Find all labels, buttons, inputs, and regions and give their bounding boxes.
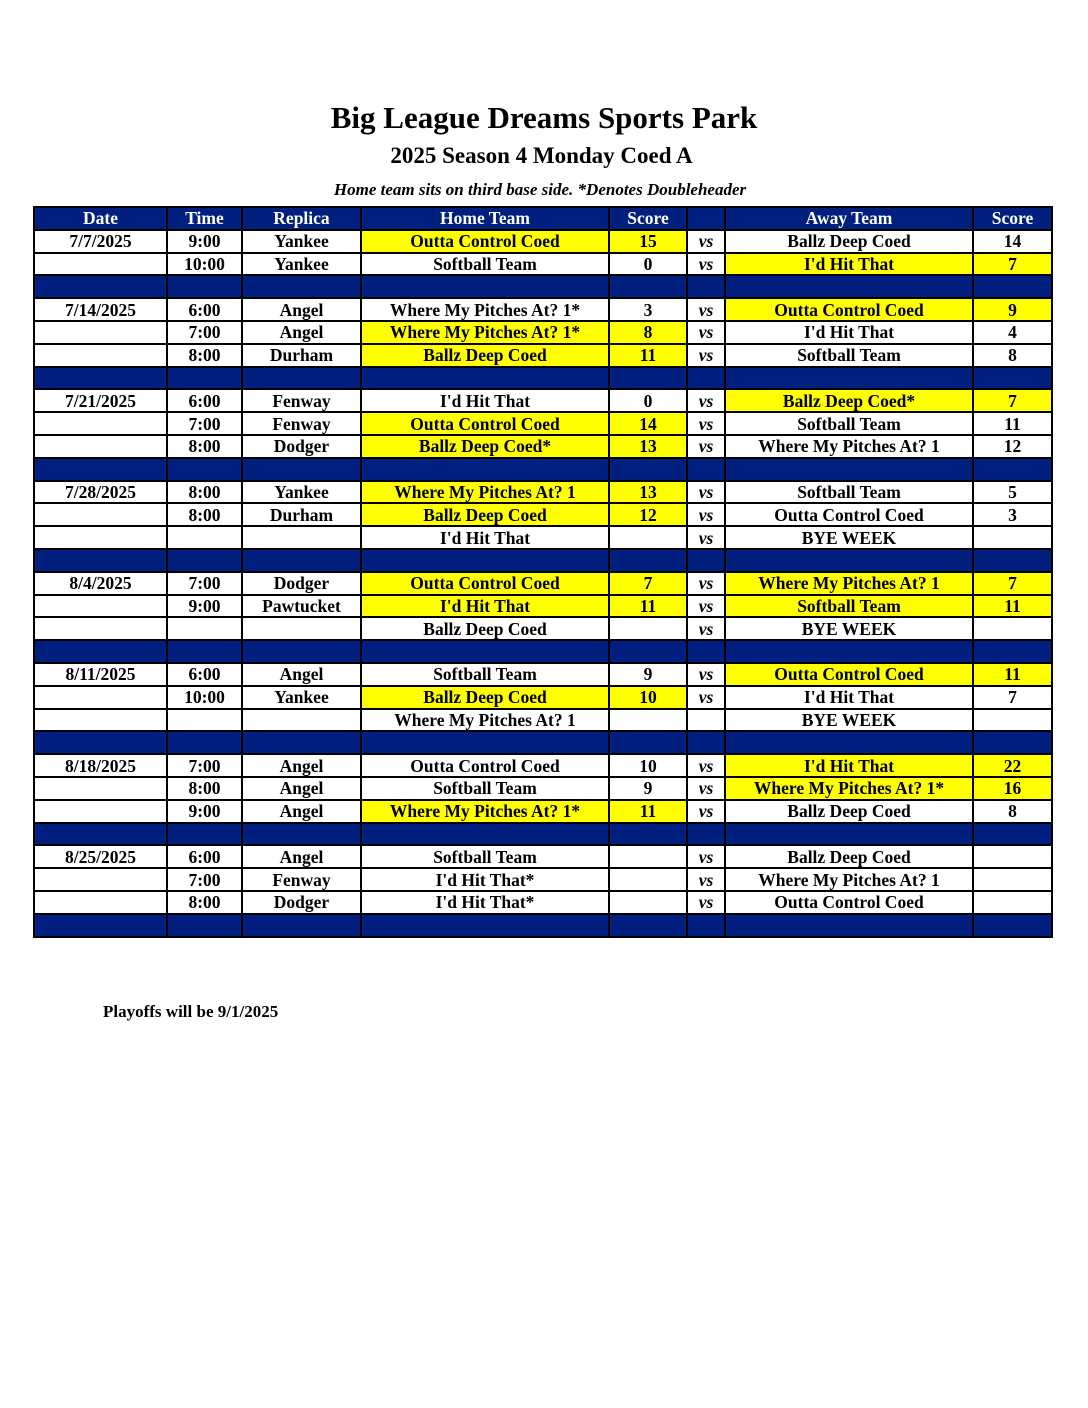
game-date: 7/14/2025	[34, 298, 167, 321]
away-team: Ballz Deep Coed	[725, 845, 973, 868]
separator-cell	[725, 549, 973, 572]
home-score: 13	[609, 481, 687, 504]
home-team: I'd Hit That*	[361, 868, 609, 891]
game-field: Pawtucket	[242, 595, 361, 618]
home-team: Softball Team	[361, 845, 609, 868]
away-score: 9	[973, 298, 1052, 321]
game-time: 8:00	[167, 435, 242, 458]
away-score: 8	[973, 800, 1052, 823]
home-score: 3	[609, 298, 687, 321]
column-header-time: Time	[167, 207, 242, 230]
schedule-body	[34, 230, 1052, 937]
game-time: 6:00	[167, 298, 242, 321]
game-time: 6:00	[167, 663, 242, 686]
separator-cell	[725, 367, 973, 390]
game-field: Angel	[242, 321, 361, 344]
game-date: 7/28/2025	[34, 481, 167, 504]
vs-label: vs	[687, 503, 725, 526]
away-team: Outta Control Coed	[725, 298, 973, 321]
game-field	[242, 617, 361, 640]
separator-cell	[34, 823, 167, 846]
vs-label: vs	[687, 253, 725, 276]
separator-cell	[973, 367, 1052, 390]
game-row	[34, 344, 1052, 367]
separator-cell	[687, 731, 725, 754]
vs-label: vs	[687, 526, 725, 549]
home-team: Ballz Deep Coed*	[361, 435, 609, 458]
game-date	[34, 891, 167, 914]
game-field: Angel	[242, 298, 361, 321]
separator-cell	[687, 823, 725, 846]
week-separator-row	[34, 458, 1052, 481]
column-header-home-score: Score	[609, 207, 687, 230]
separator-cell	[167, 275, 242, 298]
home-team: Where My Pitches At? 1	[361, 709, 609, 732]
separator-cell	[242, 640, 361, 663]
away-team: Where My Pitches At? 1	[725, 435, 973, 458]
away-team: Where My Pitches At? 1	[725, 868, 973, 891]
vs-label: vs	[687, 344, 725, 367]
game-time	[167, 617, 242, 640]
away-score: 8	[973, 344, 1052, 367]
game-time	[167, 526, 242, 549]
separator-cell	[361, 549, 609, 572]
game-date: 8/11/2025	[34, 663, 167, 686]
game-time: 7:00	[167, 868, 242, 891]
home-score	[609, 526, 687, 549]
game-field	[242, 709, 361, 732]
game-date	[34, 709, 167, 732]
home-score	[609, 709, 687, 732]
game-date	[34, 777, 167, 800]
separator-cell	[167, 823, 242, 846]
away-team: Softball Team	[725, 344, 973, 367]
game-date	[34, 321, 167, 344]
away-team: Outta Control Coed	[725, 503, 973, 526]
vs-label: vs	[687, 595, 725, 618]
game-row	[34, 800, 1052, 823]
away-team: I'd Hit That	[725, 754, 973, 777]
home-score: 14	[609, 412, 687, 435]
week-separator-row	[34, 367, 1052, 390]
away-score	[973, 617, 1052, 640]
vs-label: vs	[687, 572, 725, 595]
separator-cell	[361, 275, 609, 298]
away-team: Softball Team	[725, 595, 973, 618]
separator-cell	[242, 549, 361, 572]
away-team: Ballz Deep Coed	[725, 800, 973, 823]
column-header-vs	[687, 207, 725, 230]
away-team: I'd Hit That	[725, 253, 973, 276]
game-field: Fenway	[242, 412, 361, 435]
game-date	[34, 868, 167, 891]
vs-label	[687, 709, 725, 732]
separator-cell	[609, 914, 687, 937]
game-row	[34, 617, 1052, 640]
game-row	[34, 868, 1052, 891]
vs-label: vs	[687, 481, 725, 504]
separator-cell	[34, 367, 167, 390]
home-score: 0	[609, 253, 687, 276]
game-date: 8/25/2025	[34, 845, 167, 868]
away-score: 22	[973, 754, 1052, 777]
separator-cell	[361, 823, 609, 846]
game-row	[34, 389, 1052, 412]
home-team: Ballz Deep Coed	[361, 344, 609, 367]
home-team: Ballz Deep Coed	[361, 686, 609, 709]
separator-cell	[609, 549, 687, 572]
game-time: 8:00	[167, 344, 242, 367]
game-field: Yankee	[242, 230, 361, 253]
separator-cell	[167, 914, 242, 937]
separator-cell	[973, 914, 1052, 937]
home-score: 9	[609, 663, 687, 686]
home-team: Where My Pitches At? 1	[361, 481, 609, 504]
game-time: 9:00	[167, 230, 242, 253]
game-row	[34, 481, 1052, 504]
game-field: Angel	[242, 663, 361, 686]
away-score: 7	[973, 572, 1052, 595]
home-score: 10	[609, 686, 687, 709]
home-score: 11	[609, 800, 687, 823]
separator-cell	[687, 640, 725, 663]
game-time: 7:00	[167, 572, 242, 595]
separator-cell	[687, 367, 725, 390]
away-score: 11	[973, 663, 1052, 686]
away-score	[973, 868, 1052, 891]
home-team: Outta Control Coed	[361, 412, 609, 435]
separator-cell	[242, 914, 361, 937]
page-subtitle: 2025 Season 4 Monday Coed A	[390, 143, 693, 168]
separator-cell	[34, 640, 167, 663]
away-team: BYE WEEK	[725, 709, 973, 732]
vs-label: vs	[687, 845, 725, 868]
away-team: I'd Hit That	[725, 686, 973, 709]
home-team: Softball Team	[361, 253, 609, 276]
away-score	[973, 891, 1052, 914]
game-row	[34, 412, 1052, 435]
playoffs-note: Playoffs will be 9/1/2025	[103, 1002, 279, 1021]
vs-label: vs	[687, 868, 725, 891]
separator-cell	[725, 731, 973, 754]
home-score: 12	[609, 503, 687, 526]
separator-cell	[609, 275, 687, 298]
game-time	[167, 709, 242, 732]
away-score: 4	[973, 321, 1052, 344]
game-date	[34, 800, 167, 823]
week-separator-row	[34, 640, 1052, 663]
game-date	[34, 686, 167, 709]
separator-cell	[725, 823, 973, 846]
game-date	[34, 344, 167, 367]
separator-cell	[167, 549, 242, 572]
home-team: I'd Hit That	[361, 389, 609, 412]
away-team: Softball Team	[725, 412, 973, 435]
page-title: Big League Dreams Sports Park	[330, 100, 758, 135]
game-field: Angel	[242, 777, 361, 800]
home-score	[609, 845, 687, 868]
separator-cell	[609, 823, 687, 846]
separator-cell	[973, 640, 1052, 663]
game-time: 7:00	[167, 321, 242, 344]
away-team: Outta Control Coed	[725, 663, 973, 686]
game-field: Angel	[242, 800, 361, 823]
away-score	[973, 709, 1052, 732]
game-time: 6:00	[167, 389, 242, 412]
home-score: 7	[609, 572, 687, 595]
game-row	[34, 298, 1052, 321]
away-score	[973, 526, 1052, 549]
separator-cell	[167, 458, 242, 481]
column-header-replica: Replica	[242, 207, 361, 230]
game-date	[34, 412, 167, 435]
separator-cell	[361, 640, 609, 663]
week-separator-row	[34, 549, 1052, 572]
game-row	[34, 709, 1052, 732]
separator-cell	[725, 914, 973, 937]
separator-cell	[973, 458, 1052, 481]
separator-cell	[687, 914, 725, 937]
separator-cell	[609, 731, 687, 754]
separator-cell	[242, 458, 361, 481]
home-team: Softball Team	[361, 663, 609, 686]
home-team: Where My Pitches At? 1*	[361, 298, 609, 321]
game-field: Angel	[242, 845, 361, 868]
game-date	[34, 503, 167, 526]
game-time: 10:00	[167, 686, 242, 709]
game-date: 8/4/2025	[34, 572, 167, 595]
separator-cell	[609, 367, 687, 390]
game-date: 7/21/2025	[34, 389, 167, 412]
vs-label: vs	[687, 298, 725, 321]
away-team: Outta Control Coed	[725, 891, 973, 914]
game-date: 8/18/2025	[34, 754, 167, 777]
game-row	[34, 503, 1052, 526]
away-score	[973, 845, 1052, 868]
game-date	[34, 253, 167, 276]
game-time: 9:00	[167, 595, 242, 618]
table-header-row	[34, 207, 1052, 230]
away-score: 7	[973, 389, 1052, 412]
week-separator-row	[34, 914, 1052, 937]
column-header-home-team: Home Team	[361, 207, 609, 230]
separator-cell	[167, 731, 242, 754]
game-field	[242, 526, 361, 549]
home-score	[609, 891, 687, 914]
away-score: 7	[973, 253, 1052, 276]
separator-cell	[34, 549, 167, 572]
home-team: Outta Control Coed	[361, 572, 609, 595]
home-team: I'd Hit That*	[361, 891, 609, 914]
separator-cell	[361, 914, 609, 937]
home-score: 0	[609, 389, 687, 412]
home-team: Ballz Deep Coed	[361, 503, 609, 526]
away-team: BYE WEEK	[725, 617, 973, 640]
home-score: 15	[609, 230, 687, 253]
separator-cell	[361, 367, 609, 390]
game-time: 6:00	[167, 845, 242, 868]
vs-label: vs	[687, 412, 725, 435]
vs-label: vs	[687, 389, 725, 412]
week-separator-row	[34, 731, 1052, 754]
away-team: Where My Pitches At? 1*	[725, 777, 973, 800]
home-team: Softball Team	[361, 777, 609, 800]
vs-label: vs	[687, 891, 725, 914]
away-score: 3	[973, 503, 1052, 526]
separator-cell	[34, 458, 167, 481]
separator-cell	[687, 458, 725, 481]
separator-cell	[167, 367, 242, 390]
game-row	[34, 321, 1052, 344]
separator-cell	[242, 823, 361, 846]
week-separator-row	[34, 823, 1052, 846]
game-field: Dodger	[242, 891, 361, 914]
away-team: I'd Hit That	[725, 321, 973, 344]
game-row	[34, 595, 1052, 618]
vs-label: vs	[687, 617, 725, 640]
vs-label: vs	[687, 663, 725, 686]
game-time: 8:00	[167, 503, 242, 526]
game-time: 9:00	[167, 800, 242, 823]
separator-cell	[361, 458, 609, 481]
separator-cell	[973, 823, 1052, 846]
separator-cell	[687, 549, 725, 572]
away-score: 5	[973, 481, 1052, 504]
game-field: Durham	[242, 344, 361, 367]
away-team: Ballz Deep Coed	[725, 230, 973, 253]
schedule-note: Home team sits on third base side. *Denotes Doubleheader	[333, 180, 747, 199]
game-field: Fenway	[242, 868, 361, 891]
vs-label: vs	[687, 754, 725, 777]
separator-cell	[361, 731, 609, 754]
game-field: Yankee	[242, 253, 361, 276]
vs-label: vs	[687, 435, 725, 458]
game-row	[34, 526, 1052, 549]
away-team: Softball Team	[725, 481, 973, 504]
game-row	[34, 253, 1052, 276]
game-row	[34, 686, 1052, 709]
separator-cell	[34, 275, 167, 298]
game-date	[34, 526, 167, 549]
away-score: 14	[973, 230, 1052, 253]
away-score: 11	[973, 595, 1052, 618]
game-time: 10:00	[167, 253, 242, 276]
week-separator-row	[34, 275, 1052, 298]
home-score	[609, 617, 687, 640]
vs-label: vs	[687, 686, 725, 709]
game-time: 7:00	[167, 412, 242, 435]
away-team: Ballz Deep Coed*	[725, 389, 973, 412]
separator-cell	[609, 640, 687, 663]
separator-cell	[34, 731, 167, 754]
home-score: 9	[609, 777, 687, 800]
game-field: Yankee	[242, 481, 361, 504]
away-score: 16	[973, 777, 1052, 800]
home-score: 13	[609, 435, 687, 458]
home-score: 10	[609, 754, 687, 777]
game-field: Angel	[242, 754, 361, 777]
column-header-away-score: Score	[973, 207, 1052, 230]
away-score: 11	[973, 412, 1052, 435]
separator-cell	[242, 731, 361, 754]
away-score: 7	[973, 686, 1052, 709]
home-score: 11	[609, 344, 687, 367]
home-team: Outta Control Coed	[361, 754, 609, 777]
separator-cell	[34, 914, 167, 937]
game-time: 8:00	[167, 481, 242, 504]
column-header-away-team: Away Team	[725, 207, 973, 230]
home-team: Where My Pitches At? 1*	[361, 800, 609, 823]
home-team: Outta Control Coed	[361, 230, 609, 253]
game-time: 7:00	[167, 754, 242, 777]
home-team: I'd Hit That	[361, 595, 609, 618]
game-field: Dodger	[242, 572, 361, 595]
game-row	[34, 663, 1052, 686]
vs-label: vs	[687, 777, 725, 800]
vs-label: vs	[687, 321, 725, 344]
game-row	[34, 891, 1052, 914]
game-row	[34, 754, 1052, 777]
home-score: 11	[609, 595, 687, 618]
home-team: I'd Hit That	[361, 526, 609, 549]
game-date	[34, 595, 167, 618]
separator-cell	[725, 458, 973, 481]
game-date	[34, 617, 167, 640]
separator-cell	[242, 367, 361, 390]
game-row	[34, 777, 1052, 800]
separator-cell	[725, 275, 973, 298]
game-field: Durham	[242, 503, 361, 526]
game-time: 8:00	[167, 777, 242, 800]
separator-cell	[973, 275, 1052, 298]
vs-label: vs	[687, 230, 725, 253]
separator-cell	[167, 640, 242, 663]
away-score: 12	[973, 435, 1052, 458]
separator-cell	[973, 731, 1052, 754]
game-date: 7/7/2025	[34, 230, 167, 253]
separator-cell	[973, 549, 1052, 572]
separator-cell	[609, 458, 687, 481]
column-header-date: Date	[34, 207, 167, 230]
vs-label: vs	[687, 800, 725, 823]
home-team: Where My Pitches At? 1*	[361, 321, 609, 344]
home-team: Ballz Deep Coed	[361, 617, 609, 640]
game-row	[34, 230, 1052, 253]
separator-cell	[725, 640, 973, 663]
home-score: 8	[609, 321, 687, 344]
game-row	[34, 435, 1052, 458]
game-row	[34, 572, 1052, 595]
home-score	[609, 868, 687, 891]
game-field: Fenway	[242, 389, 361, 412]
away-team: Where My Pitches At? 1	[725, 572, 973, 595]
game-field: Dodger	[242, 435, 361, 458]
away-team: BYE WEEK	[725, 526, 973, 549]
separator-cell	[687, 275, 725, 298]
game-field: Yankee	[242, 686, 361, 709]
schedule-table	[33, 206, 1053, 938]
game-date	[34, 435, 167, 458]
game-time: 8:00	[167, 891, 242, 914]
separator-cell	[242, 275, 361, 298]
game-row	[34, 845, 1052, 868]
